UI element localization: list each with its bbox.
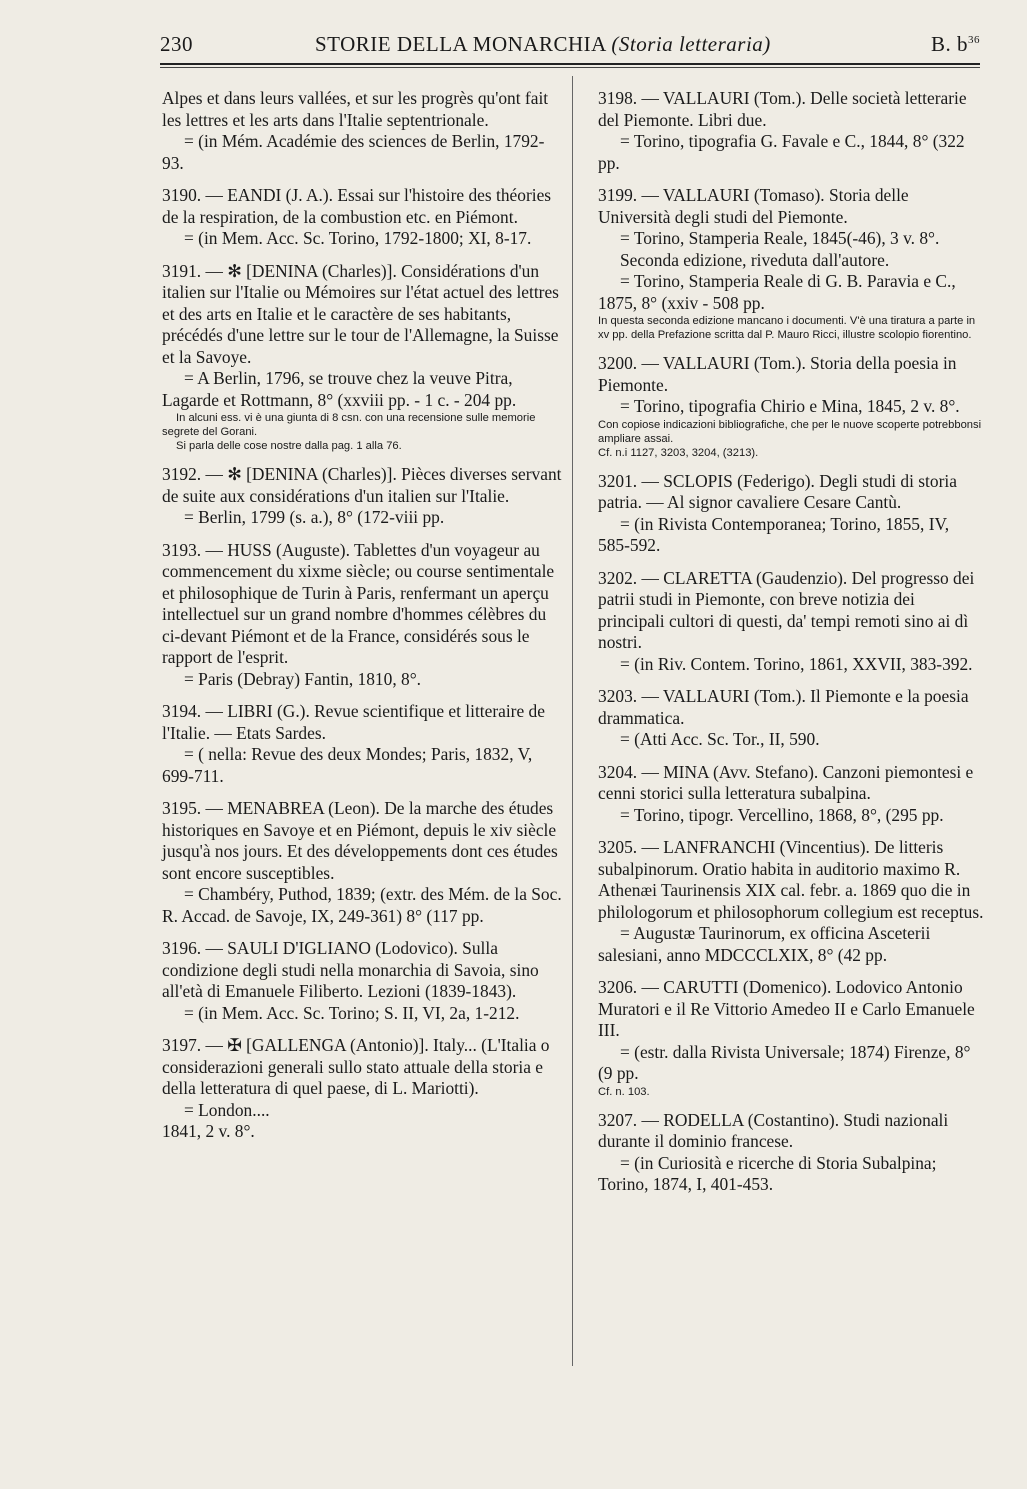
running-header [160, 32, 980, 62]
entry-text: 3192. — ✻ [DENINA (Charles)]. Pièces diverses servant de suite aux considérations d'un italien sur l'Italie. [162, 464, 562, 506]
entry-3199 [598, 185, 984, 342]
running-title [315, 32, 771, 57]
entry-crossref: Cf. n. 103. [598, 1085, 650, 1098]
entry-imprint: = Torino, Stamperia Reale di G. B. Paravia e C., 1875, 8° (xxiv - 508 pp. [598, 271, 956, 313]
entry-imprint: = (in Riv. Contem. Torino, 1861, XXVII, 383-392. [620, 653, 973, 674]
entry-3193 [162, 540, 562, 691]
entry-imprint: = Berlin, 1799 (s. a.), 8° (172-viii pp. [184, 507, 445, 527]
entry-text: 3190. — EANDI (J. A.). Essai sur l'histoire des théories de la respiration, de la combustion etc. en Piémont. [162, 185, 552, 227]
entry-imprint: = (in Curiosità e ricerche di Storia Subalpina; Torino, 1874, I, 401-453. [598, 1152, 937, 1194]
header-rule-thick [160, 63, 980, 65]
entry-text: 3207. — RODELLA (Costantino). Studi nazionali durante il dominio francese. [598, 1109, 949, 1151]
entry-3195 [162, 798, 562, 927]
entry-3196 [162, 938, 562, 1024]
left-column [162, 88, 562, 1154]
entry-3206 [598, 977, 984, 1099]
entry-imprint-date: 1841, 2 v. 8°. [162, 1121, 255, 1141]
entry-text: 3204. — MINA (Avv. Stefano). Canzoni piemontesi e cenni storici sulla letteratura subalpina. [598, 761, 974, 803]
entry-imprint: = (in Mem. Acc. Sc. Torino, 1792-1800; XI, 8-17. [184, 228, 532, 248]
entry-3197 [162, 1035, 562, 1143]
right-column [598, 88, 984, 1207]
entry-note: In questa seconda edizione mancano i documenti. V'è una tiratura a parte in xv pp. della Prefazione scritta dal P. Mauro Ricci, illustre scolopio fiorentino. [598, 315, 976, 341]
running-title-italic: (Storia letteraria) [611, 32, 771, 56]
entry-text: 3196. — SAULI D'IGLIANO (Lodovico). Sulla condizione degli studi nella monarchia di Savoia, sino all'età di Emanuele Filiberto. Lezioni (1839-1843). [162, 938, 539, 1001]
running-title-main: STORIE DELLA MONARCHIA [315, 32, 606, 56]
entry-imprint: = Torino, tipografia Chirio e Mina, 1845, 2 v. 8°. [620, 396, 960, 416]
entry-note: Si parla delle cose nostre dalla pag. 1 alla 76. [176, 440, 402, 452]
page-number: 230 [160, 32, 193, 56]
entry-imprint: = (in Mem. Acc. Sc. Torino; S. II, VI, 2a, 1-212. [184, 1002, 520, 1023]
entry-3202 [598, 568, 984, 676]
entry-3205 [598, 837, 984, 966]
entry-text: 3197. — ✠ [GALLENGA (Antonio)]. Italy... (L'Italia o considerazioni generali sullo stato attuale della storia e della letteratura di quel paese, di L. Mariotti). [162, 1035, 550, 1098]
header-rule-thin [160, 67, 980, 68]
entry-imprint: = (in Rivista Contemporanea; Torino, 1855, IV, 585-592. [598, 513, 950, 555]
entry-text: 3198. — VALLAURI (Tom.). Delle società letterarie del Piemonte. Libri due. [598, 88, 967, 130]
entry-imprint: = ( nella: Revue des deux Mondes; Paris, 1832, V, 699-711. [162, 744, 533, 786]
entry-text: 3202. — CLARETTA (Gaudenzio). Del progresso dei patrii studi in Piemonte, con breve notizia dei principali cultori di questi, da' tempi remoti sino ai dì nostri. [598, 567, 975, 652]
entry-3192 [162, 464, 562, 529]
entry-imprint: = London.... [184, 1099, 270, 1120]
entry-imprint: = A Berlin, 1796, se trouve chez la veuve Pitra, Lagarde et Rottmann, 8° (xxviii pp. - 1 c. - 204 pp. [162, 368, 517, 410]
entry-3191 [162, 261, 562, 454]
entry-text: 3195. — MENABREA (Leon). De la marche des études historiques en Savoye et en Piémont, depuis le xiv siècle jusqu'à nos jours. Et des développements dont ces études sont encore susceptibles. [162, 798, 558, 883]
entry-imprint: = Torino, tipografia G. Favale e C., 1844, 8° (322 pp. [598, 131, 965, 173]
entry-imprint: = Chambéry, Puthod, 1839; (extr. des Mém. de la Soc. R. Accad. de Savoje, IX, 249-361) 8° (117 pp. [162, 884, 562, 926]
entry-3201 [598, 471, 984, 557]
entry-3204 [598, 762, 984, 827]
entry-text: 3193. — HUSS (Auguste). Tablettes d'un voyageur au commencement du xixme siècle; ou course sentimentale et philosophique de Turin à Paris, renfermant un aperçu intellectuel sur un grand nombre d'hommes célèbres du ci-devant Piémont et de la France, considérés sous le rapport de l'esprit. [162, 539, 555, 667]
entry-3198 [598, 88, 984, 174]
entry-imprint: = Paris (Debray) Fantin, 1810, 8°. [184, 668, 422, 689]
entry-edition: Seconda edizione, riveduta dall'autore. [620, 249, 890, 270]
entry-text: 3199. — VALLAURI (Tomaso). Storia delle Università degli studi del Piemonte. [598, 185, 909, 227]
entry-3207 [598, 1110, 984, 1196]
entry-continued [162, 88, 562, 174]
entry-text: 3191. — ✻ [DENINA (Charles)]. Considérations d'un italien sur l'Italie ou Mémoires sur l'état actuel des lettres et des arts en Italie et le caractère de ses habitants, précédés d'une lettre sur le tour de l'Allemagne, la Suisse et la Savoye. [162, 260, 559, 367]
signature-letter: B. b [930, 32, 968, 56]
entry-text: 3200. — VALLAURI (Tom.). Storia della poesia in Piemonte. [598, 353, 957, 395]
entry-text: 3194. — LIBRI (G.). Revue scientifique et litteraire de l'Italie. — Etats Sardes. [162, 701, 545, 743]
entry-note: Con copiose indicazioni bibliografiche, che per le nuove scoperte potrebbonsi ampliare assai. [598, 418, 982, 445]
column-divider [572, 76, 573, 1366]
entry-imprint: = (in Mém. Académie des sciences de Berlin, 1792-93. [162, 131, 545, 173]
entry-text: Alpes et dans leurs vallées, et sur les progrès qu'ont fait les lettres et les arts dans l'Italie septentrionale. [162, 88, 549, 130]
entry-3194 [162, 701, 562, 787]
entry-3203 [598, 686, 984, 751]
entry-imprint: = (estr. dalla Rivista Universale; 1874) Firenze, 8° (9 pp. [598, 1041, 971, 1083]
entry-3190 [162, 185, 562, 250]
entry-crossref: Cf. n.i 1127, 3203, 3204, (3213). [598, 446, 759, 459]
signature-mark [931, 32, 980, 57]
signature-number: 36 [968, 34, 980, 46]
entry-note: In alcuni ess. vi è una giunta di 8 csn. con una recensione sulle memorie segrete del Gorani. [162, 412, 536, 438]
entry-imprint: = Augustæ Taurinorum, ex officina Asceterii salesiani, anno MDCCCLXIX, 8° (42 pp. [598, 923, 931, 965]
entry-text: 3203. — VALLAURI (Tom.). Il Piemonte e la poesia drammatica. [598, 686, 969, 728]
entry-text: 3201. — SCLOPIS (Federigo). Degli studi di storia patria. — Al signor cavaliere Cesare Cantù. [598, 470, 957, 512]
entry-imprint: = (Atti Acc. Sc. Tor., II, 590. [620, 729, 820, 749]
entry-3200 [598, 353, 984, 460]
entry-text: 3205. — LANFRANCHI (Vincentius). De litteris subalpinorum. Oratio habita in auditorio maximo R. Athenæi Taurinensis XIX cal. febr. a. 1869 quo die in philologorum et philosophorum collegium est receptus. [598, 837, 984, 922]
entry-text: 3206. — CARUTTI (Domenico). Lodovico Antonio Muratori e il Re Vittorio Amedeo II e Carlo Emanuele III. [598, 977, 975, 1040]
entry-imprint: = Torino, Stamperia Reale, 1845(-46), 3 v. 8°. [620, 228, 940, 248]
entry-imprint: = Torino, tipogr. Vercellino, 1868, 8°, (295 pp. [620, 804, 944, 825]
